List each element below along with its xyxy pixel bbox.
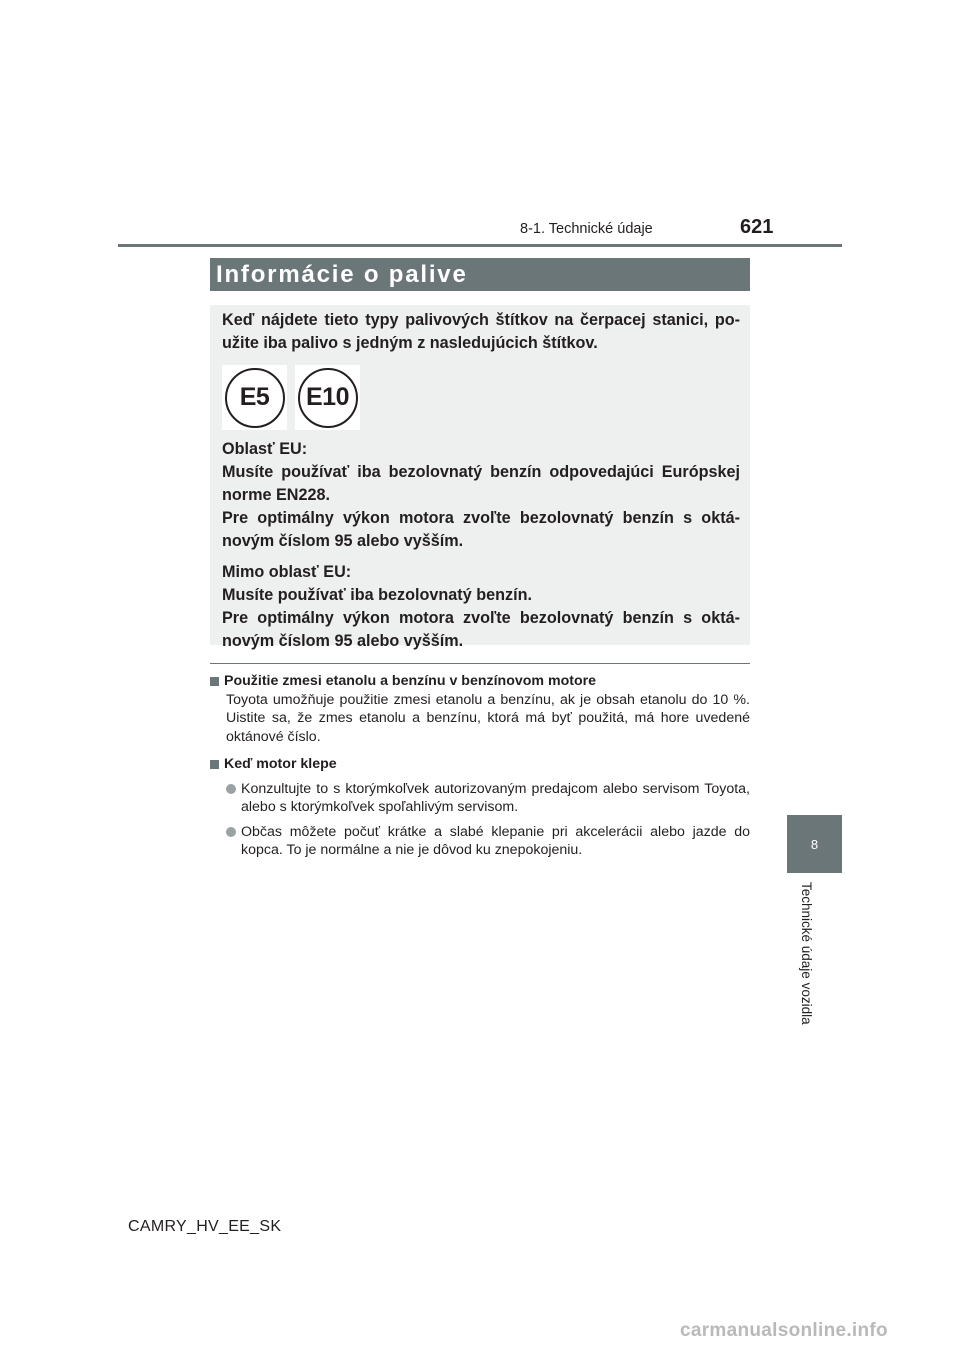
section-title: Informácie o palive (216, 261, 468, 288)
eu-octane: Pre optimálny výkon motora zvoľte bezolovnatý benzín s oktá-novým číslom 95 alebo vyšším. (222, 509, 740, 550)
ethanol-heading: Použitie zmesi etanolu a benzínu v benzínovom motore (224, 673, 597, 689)
circle-bullet-icon (226, 827, 236, 837)
non-eu-heading: Mimo oblasť EU: (222, 563, 352, 581)
fuel-labels (222, 365, 740, 430)
header-section-title: 8-1. Technické údaje (520, 221, 653, 237)
knock-bullet-2: Občas môžete počuť krátke a slabé klepanie pri akcelerácii alebo jazde do kopca. To je normálne a nie je dôvod ku znepokojeniu. (241, 823, 750, 858)
fuel-label-e5 (222, 365, 287, 430)
list-item (210, 823, 750, 860)
list-item (210, 780, 750, 817)
chapter-number: 8 (810, 836, 819, 852)
body-content (210, 670, 750, 860)
ethanol-text: Toyota umožňuje použitie zmesi etanolu a benzínu, ak je obsah etanolu do 10 %. Uistite sa, že zmes etanolu a benzínu, ktorá má byť použitá, má hore uvedené oktánové číslo. (226, 691, 750, 745)
document-code: CAMRY_HV_EE_SK (128, 1218, 282, 1235)
chapter-tab[interactable] (787, 815, 842, 873)
non-eu-requirement: Musíte používať iba bezolovnatý benzín. (222, 586, 532, 604)
eu-requirement: Musíte používať iba bezolovnatý benzín odpovedajúci Európskej norme EN228. (222, 463, 740, 504)
knock-heading: Keď motor klepe (224, 756, 337, 772)
non-eu-octane: Pre optimálny výkon motora zvoľte bezolovnatý benzín s oktá-novým číslom 95 alebo vyšším. (222, 609, 740, 650)
square-bullet-icon (210, 760, 219, 769)
body-divider (210, 663, 750, 664)
knock-heading-row (210, 755, 750, 774)
non-eu-block (222, 561, 740, 653)
circle-bullet-icon (226, 784, 236, 794)
fuel-label-e10-text: E10 (298, 368, 358, 428)
knock-bullet-1: Konzultujte to s ktorýmkoľvek autorizovaným predajcom alebo servisom Toyota, alebo s ktorýmkoľvek spoľahlivým servisom. (241, 780, 750, 815)
chapter-title: Technické údaje vozidla (799, 882, 814, 1025)
fuel-info-box (210, 305, 750, 650)
page-number: 621 (740, 216, 774, 238)
fuel-label-e5-text: E5 (225, 368, 285, 428)
fuel-label-e10 (295, 365, 360, 430)
watermark: carmanualsonline.info (680, 1320, 888, 1341)
square-bullet-icon (210, 677, 219, 686)
ethanol-heading-row (210, 672, 750, 691)
header-divider (118, 244, 842, 247)
eu-block (222, 438, 740, 553)
fuel-intro-text: Keď nájdete tieto typy palivových štítkov na čerpacej stanici, po-užite iba palivo s jedným z nasledujúcich štítkov. (222, 311, 740, 352)
chapter-title-vertical (797, 882, 819, 1042)
eu-heading: Oblasť EU: (222, 440, 308, 458)
section-title-bar (210, 258, 750, 291)
